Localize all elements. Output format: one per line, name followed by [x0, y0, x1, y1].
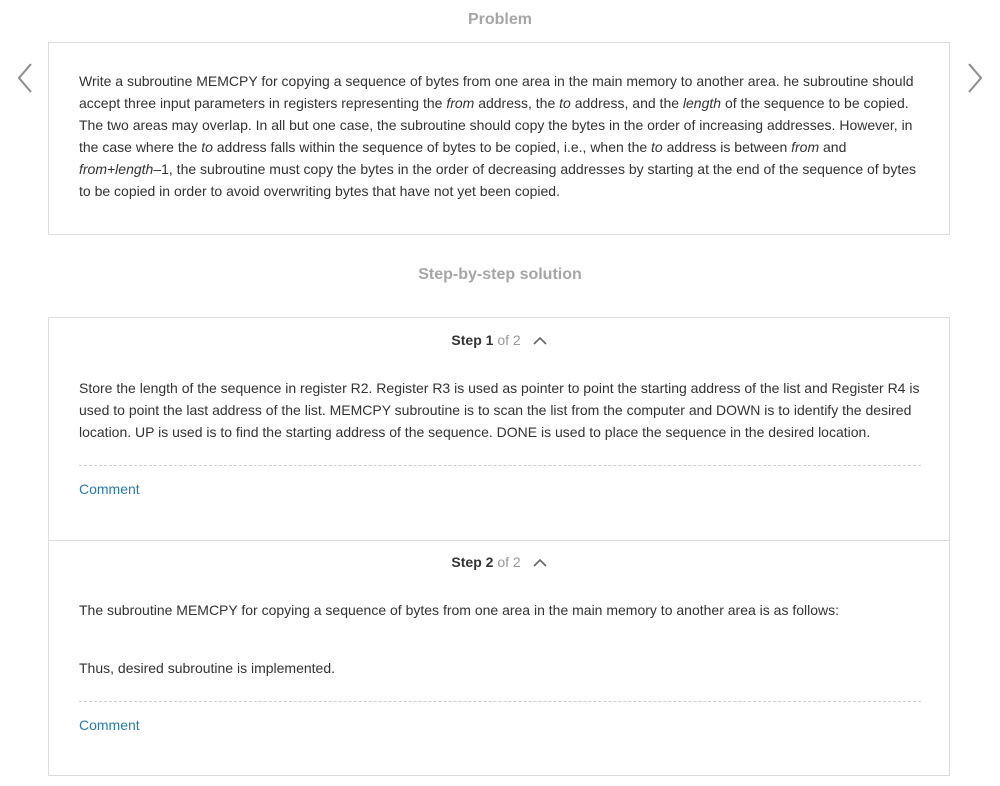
step-count: of 2	[497, 332, 521, 348]
next-button[interactable]	[962, 61, 986, 95]
problem-term: from+length	[79, 161, 154, 177]
problem-text-segment: and	[819, 139, 847, 155]
problem-text-segment: Write a subroutine MEMCPY for copying a sequence of bytes from one area in the main memory to another area. he subroutine should accept three input parameters in registers representing the	[79, 73, 914, 111]
problem-text-segment: address is between	[662, 139, 792, 155]
problem-term: from	[446, 95, 475, 111]
problem-term: length	[682, 95, 722, 111]
comment-link[interactable]: Comment	[79, 481, 140, 497]
step-count: of 2	[497, 554, 521, 570]
chevron-right-icon	[962, 61, 986, 95]
chevron-up-icon[interactable]	[533, 552, 547, 572]
problem-text-segment: address falls within the sequence of bytes to be copied, i.e., when the	[212, 139, 652, 155]
problem-term: to	[559, 95, 571, 111]
problem-text-segment: –1, the subroutine must copy the bytes in the order of decreasing addresses by starting at the end of the sequence of bytes to be copied in order to avoid overwriting bytes that have not yet been copied.	[79, 161, 917, 199]
step-header[interactable]	[49, 330, 949, 350]
chevron-up-icon[interactable]	[533, 330, 547, 350]
divider	[79, 465, 921, 466]
problem-term: to	[651, 139, 663, 155]
step-body: Store the length of the sequence in register R2. Register R3 is used as pointer to point the starting address of the list and Register R4 is used to point the last address of the list. MEMCPY subroutine is to scan the list from the computer and DOWN is to identify the desired location. UP is used is to find the starting address of the sequence. DONE is used to place the sequence in the desired location.	[79, 380, 920, 440]
step-section	[49, 318, 949, 541]
divider	[79, 701, 921, 702]
step-header[interactable]	[49, 552, 949, 572]
step-conclusion: Thus, desired subroutine is implemented.	[79, 660, 336, 676]
solution-heading: Step-by-step solution	[418, 266, 582, 283]
comment-link[interactable]: Comment	[79, 717, 140, 733]
problem-heading: Problem	[467, 11, 532, 28]
step-label: Step 2	[451, 554, 494, 570]
problem-text-segment: address, and the	[570, 95, 683, 111]
solution-steps-card	[48, 317, 950, 776]
problem-text-segment: of the sequence to be copied. The two areas may overlap. In all but one case, the subroutine should copy the bytes in the order of increasing addresses. However, in the case where the	[79, 95, 913, 155]
chevron-left-icon	[14, 61, 38, 95]
problem-term: from	[791, 139, 820, 155]
step-section	[49, 540, 949, 775]
problem-text-segment: address, the	[474, 95, 560, 111]
problem-card	[48, 42, 950, 235]
step-body: The subroutine MEMCPY for copying a sequence of bytes from one area in the main memory to another area is as follows:	[79, 602, 840, 618]
problem-statement	[79, 70, 924, 202]
step-label: Step 1	[451, 332, 494, 348]
previous-button[interactable]	[14, 61, 38, 95]
problem-term: to	[201, 139, 213, 155]
